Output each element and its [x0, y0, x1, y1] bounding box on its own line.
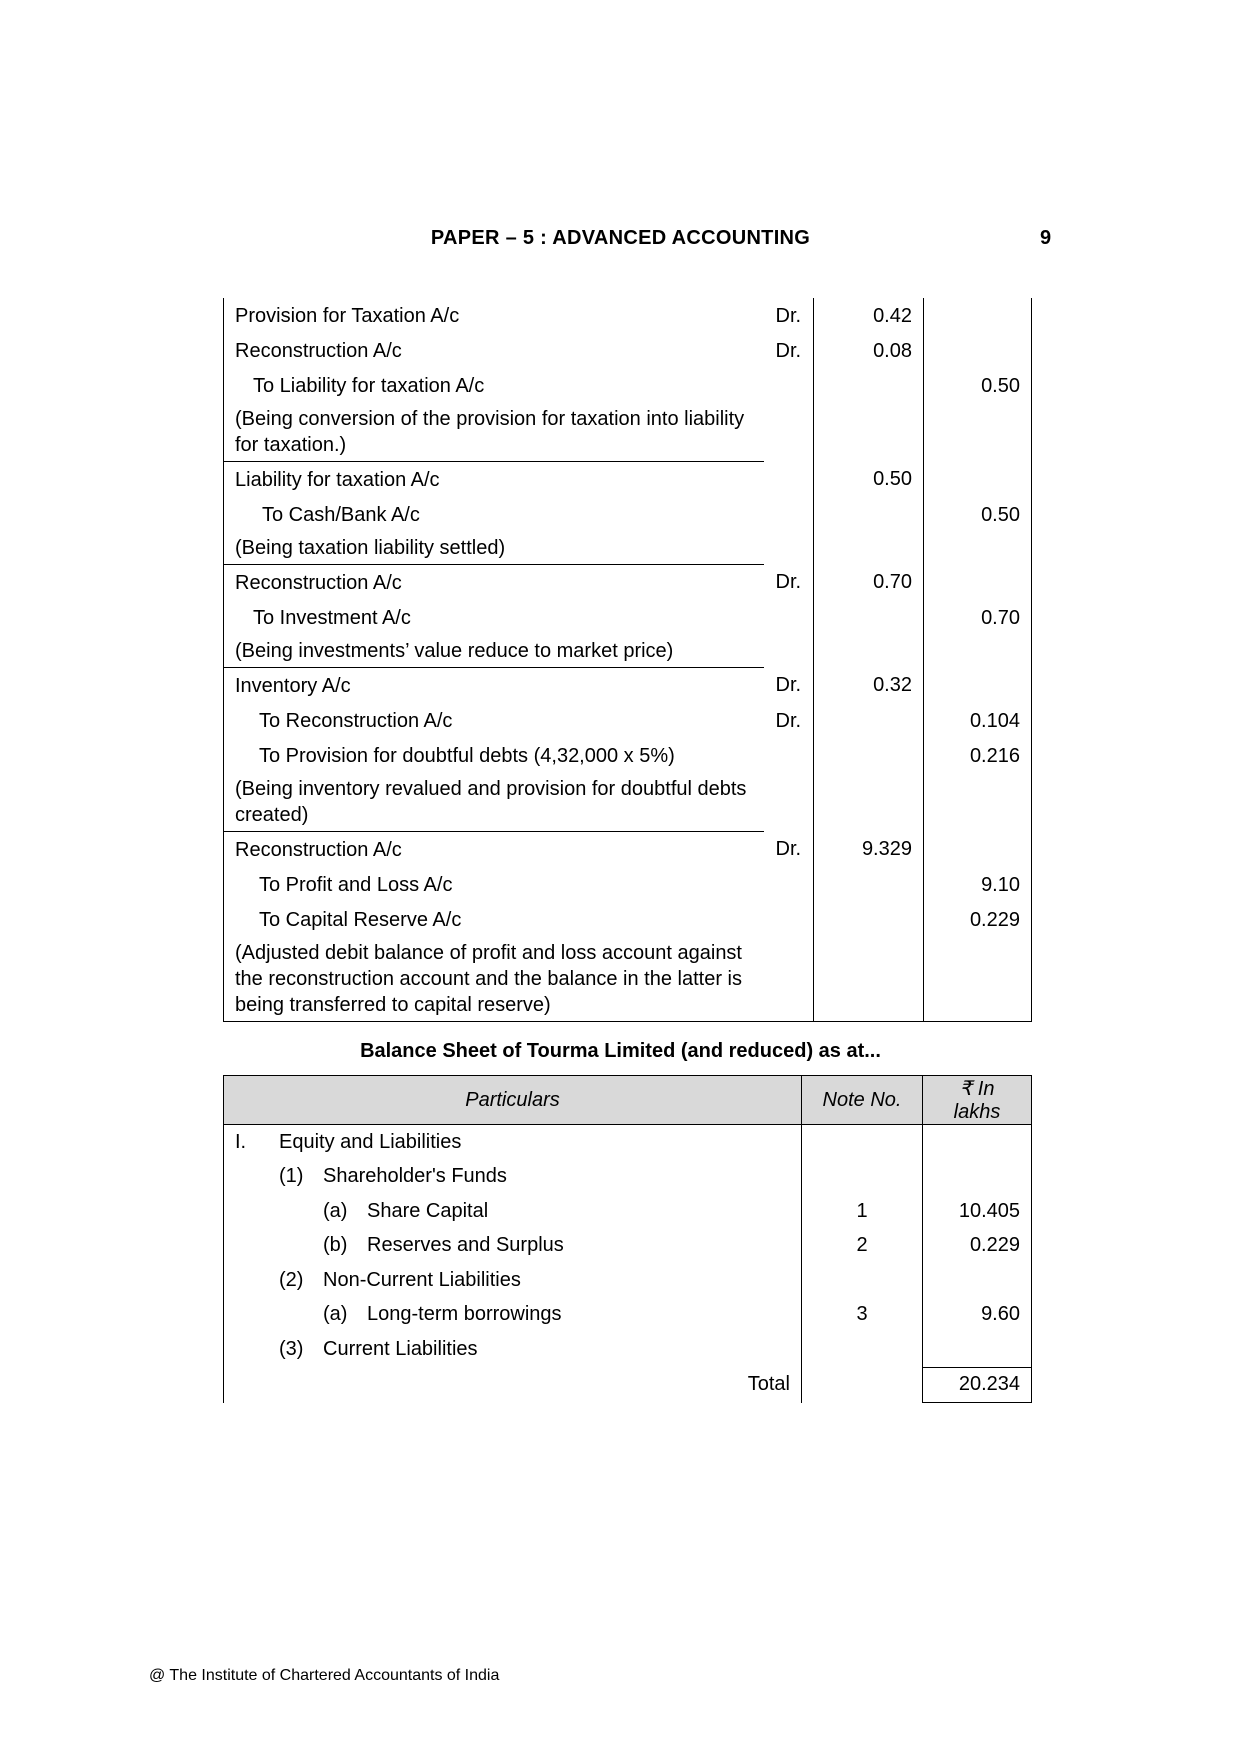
journal-drcr: Dr. [775, 838, 802, 861]
page-number: 9 [1040, 227, 1052, 249]
balance-sheet-table [223, 1075, 1032, 1403]
journal-debit [814, 703, 924, 738]
balance-sheet-particular [224, 1263, 802, 1298]
journal-credit: 0.229 [924, 902, 1032, 937]
journal-drcr [764, 738, 814, 773]
balance-sheet-row [224, 1229, 1032, 1264]
journal-credit: 0.50 [924, 497, 1032, 532]
journal-narration: (Being conversion of the provision for taxation into liability for taxation.) [224, 403, 764, 462]
journal-drcr [764, 635, 814, 668]
journal-debit [814, 403, 924, 462]
journal-drcr [764, 497, 814, 532]
balance-sheet-particular [224, 1194, 802, 1229]
journal-narration: (Being taxation liability settled) [224, 532, 764, 565]
journal-credit [924, 403, 1032, 462]
balance-sheet-row [224, 1332, 1032, 1367]
amount [923, 1160, 1032, 1195]
note-number [802, 1332, 923, 1367]
journal-debit [814, 773, 924, 832]
journal-credit [924, 462, 1032, 498]
journal-row [224, 902, 1032, 937]
balance-sheet-row [224, 1298, 1032, 1333]
note-number-header: Note No. [802, 1076, 923, 1125]
journal-debit [814, 600, 924, 635]
row-label: Share Capital [367, 1199, 489, 1222]
amount: 9.60 [923, 1298, 1032, 1333]
journal-drcr [764, 600, 814, 635]
particulars-header: Particulars [224, 1076, 802, 1125]
amount [923, 1125, 1032, 1160]
journal-row [224, 832, 1032, 868]
journal-row [224, 600, 1032, 635]
journal-drcr [764, 462, 814, 498]
balance-sheet-particular [224, 1332, 802, 1367]
journal-row [224, 703, 1032, 738]
balance-sheet-row [224, 1263, 1032, 1298]
journal-credit: 0.50 [924, 368, 1032, 403]
journal-debit: 0.70 [814, 565, 924, 601]
journal-particular: To Investment A/c [224, 600, 764, 635]
journal-credit: 9.10 [924, 867, 1032, 902]
journal-drcr: Dr. [775, 674, 802, 697]
balance-sheet-row [224, 1125, 1032, 1160]
journal-particular: Reconstruction A/c [224, 333, 764, 368]
journal-debit [814, 497, 924, 532]
balance-sheet-particular [224, 1160, 802, 1195]
journal-particular: To Cash/Bank A/c [224, 497, 764, 532]
journal-credit [924, 832, 1032, 868]
row-label: Reserves and Surplus [367, 1234, 564, 1257]
journal-debit [814, 635, 924, 668]
journal-credit [924, 635, 1032, 668]
journal-credit [924, 773, 1032, 832]
journal-credit [924, 565, 1032, 601]
journal-particular: To Reconstruction A/c [224, 703, 764, 738]
row-number: (2) [279, 1268, 304, 1291]
journal-row [224, 333, 1032, 368]
journal-particular: Reconstruction A/c [224, 832, 764, 868]
balance-sheet-row [224, 1160, 1032, 1195]
amount [923, 1332, 1032, 1367]
amount [923, 1263, 1032, 1298]
journal-row [224, 462, 1032, 498]
journal-row [224, 867, 1032, 902]
journal-credit: 0.70 [924, 600, 1032, 635]
journal-narration: (Being inventory revalued and provision for doubtful debts created) [224, 773, 764, 832]
journal-drcr: Dr. [775, 709, 802, 732]
row-number: I. [235, 1130, 247, 1153]
journal-drcr: Dr. [775, 571, 802, 594]
balance-sheet-row [224, 1194, 1032, 1229]
journal-particular: To Capital Reserve A/c [224, 902, 764, 937]
journal-row [224, 668, 1032, 704]
journal-drcr [764, 937, 814, 1022]
row-number: (a) [323, 1303, 348, 1326]
page-header-title: PAPER – 5 : ADVANCED ACCOUNTING [430, 227, 811, 249]
journal-debit [814, 532, 924, 565]
journal-credit [924, 333, 1032, 368]
amount-header: ₹ In lakhs [923, 1076, 1032, 1125]
journal-debit: 9.329 [814, 832, 924, 868]
note-number: 3 [802, 1298, 923, 1333]
balance-sheet-total-row [224, 1367, 1032, 1403]
journal-row [224, 565, 1032, 601]
row-number: (a) [323, 1199, 348, 1222]
row-label: Long-term borrowings [367, 1303, 562, 1326]
journal-particular: To Profit and Loss A/c [224, 867, 764, 902]
journal-drcr [764, 368, 814, 403]
journal-debit [814, 867, 924, 902]
row-label: Equity and Liabilities [279, 1130, 462, 1153]
balance-sheet-particular [224, 1229, 802, 1264]
journal-particular: To Liability for taxation A/c [224, 368, 764, 403]
journal-particular: Provision for Taxation A/c [224, 298, 764, 333]
journal-narration-row [224, 773, 1032, 832]
journal-debit [814, 738, 924, 773]
journal-row [224, 497, 1032, 532]
journal-credit: 0.216 [924, 738, 1032, 773]
journal-debit [814, 368, 924, 403]
total-label: Total [224, 1367, 802, 1403]
note-number: 2 [802, 1229, 923, 1264]
journal-credit [924, 937, 1032, 1022]
journal-drcr [764, 532, 814, 565]
row-label: Current Liabilities [323, 1338, 478, 1360]
note-number: 1 [802, 1194, 923, 1229]
journal-debit: 0.50 [814, 462, 924, 498]
journal-credit [924, 532, 1032, 565]
journal-particular: To Provision for doubtful debts (4,32,000 x 5%) [224, 738, 764, 773]
journal-narration-row [224, 532, 1032, 565]
balance-sheet-title: Balance Sheet of Tourma Limited (and reduced) as at... [360, 1040, 881, 1062]
journal-entries-table [223, 298, 1032, 1022]
total-note [802, 1367, 923, 1403]
journal-narration-row [224, 937, 1032, 1022]
row-number: (1) [279, 1165, 304, 1188]
journal-credit [924, 668, 1032, 704]
balance-sheet-header-row [224, 1076, 1032, 1125]
journal-narration-row [224, 635, 1032, 668]
footer-copyright: @ The Institute of Chartered Accountants of India [149, 1667, 500, 1684]
journal-drcr [764, 403, 814, 462]
journal-narration-row [224, 403, 1032, 462]
balance-sheet-particular [224, 1125, 802, 1160]
journal-particular: Liability for taxation A/c [224, 462, 764, 498]
journal-row [224, 738, 1032, 773]
note-number [802, 1263, 923, 1298]
journal-credit [924, 298, 1032, 333]
journal-drcr: Dr. [775, 304, 802, 327]
journal-particular: Reconstruction A/c [224, 565, 764, 601]
journal-credit: 0.104 [924, 703, 1032, 738]
journal-drcr [764, 773, 814, 832]
journal-debit [814, 902, 924, 937]
journal-narration: (Adjusted debit balance of profit and loss account against the reconstruction account and the balance in the latter is being transferred to capital reserve) [224, 937, 764, 1022]
journal-debit: 0.08 [814, 333, 924, 368]
row-label: Shareholder's Funds [323, 1165, 507, 1188]
note-number [802, 1160, 923, 1195]
balance-sheet-particular [224, 1298, 802, 1333]
journal-debit: 0.42 [814, 298, 924, 333]
note-number [802, 1125, 923, 1160]
row-number: (b) [323, 1234, 348, 1257]
journal-row [224, 298, 1032, 333]
journal-drcr: Dr. [775, 339, 802, 362]
row-number: (3) [279, 1338, 304, 1360]
amount: 10.405 [923, 1194, 1032, 1229]
journal-debit [814, 937, 924, 1022]
journal-narration: (Being investments’ value reduce to market price) [224, 635, 764, 668]
journal-particular: Inventory A/c [224, 668, 764, 704]
row-label: Non-Current Liabilities [323, 1268, 521, 1291]
journal-debit: 0.32 [814, 668, 924, 704]
journal-drcr [764, 902, 814, 937]
journal-drcr [764, 867, 814, 902]
total-amount: 20.234 [923, 1367, 1032, 1403]
amount: 0.229 [923, 1229, 1032, 1264]
journal-row [224, 368, 1032, 403]
